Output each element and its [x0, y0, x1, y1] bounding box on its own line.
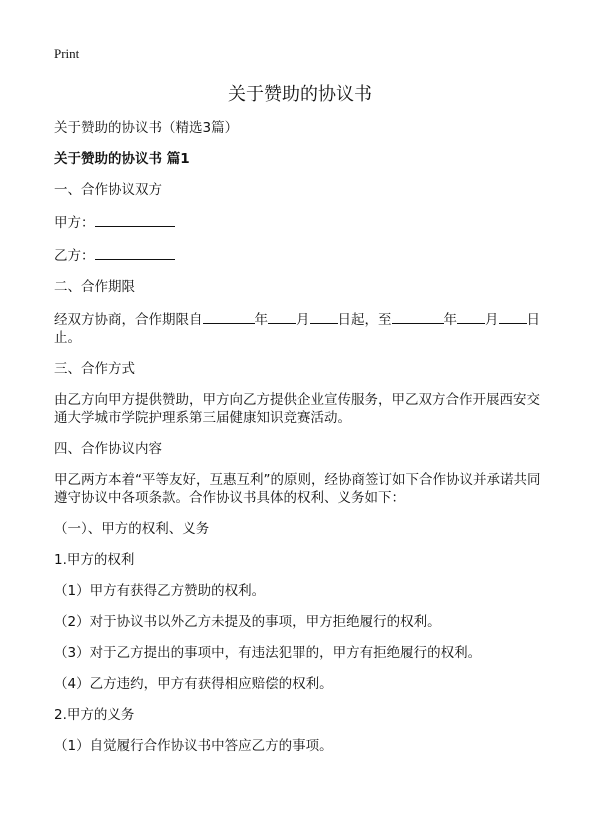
document-title: 关于赞助的协议书 — [228, 84, 372, 105]
blank — [310, 309, 338, 324]
term-part: 年 — [254, 312, 268, 328]
sub-heading-party-a: （一）、甲方的权利、义务 — [54, 521, 210, 537]
party-a-label: 甲方： — [54, 215, 95, 231]
blank — [268, 309, 296, 324]
term-part: 年 — [443, 312, 457, 328]
list-item: （2）对于协议书以外乙方未提及的事项，甲方拒绝履行的权利。 — [54, 614, 441, 630]
party-a-line — [54, 212, 548, 232]
term-part: 日止。 — [54, 312, 540, 346]
party-b-line — [54, 245, 548, 265]
duties-heading: 2.甲方的义务 — [54, 707, 135, 723]
document-body — [54, 119, 548, 768]
content-text: 甲乙两方本着“平等友好，互惠互利”的原则，经协商签订如下合作协议并承诺共同遵守协议中各项条款。合作协议书具体的权利、义务如下： — [54, 472, 541, 506]
term-part: 月 — [485, 312, 499, 328]
blank — [457, 309, 485, 324]
blank — [203, 309, 255, 324]
list-item: （3）对于乙方提出的事项中，有违法犯罪的，甲方有拒绝履行的权利。 — [54, 645, 482, 661]
section-heading: 关于赞助的协议书 篇1 — [54, 151, 190, 167]
method-text: 由乙方向甲方提供赞助，甲方向乙方提供企业宣传服务，甲乙双方合作开展西安交通大学城市学院护理系第三届健康知识竞赛活动。 — [54, 392, 540, 426]
list-item: （1）自觉履行合作协议书中答应乙方的事项。 — [54, 738, 333, 754]
party-b-label: 乙方： — [54, 248, 95, 264]
rights-heading: 1.甲方的权利 — [54, 552, 135, 568]
party-a-blank — [95, 212, 175, 227]
heading-parties: 一、合作协议双方 — [54, 182, 162, 198]
heading-method: 三、合作方式 — [54, 361, 135, 377]
term-part: 月 — [296, 312, 310, 328]
heading-content: 四、合作协议内容 — [54, 441, 162, 457]
term-part: 经双方协商，合作期限自 — [54, 312, 203, 328]
list-item: （4）乙方违约，甲方有获得相应赔偿的权利。 — [54, 676, 333, 692]
blank — [392, 309, 444, 324]
subtitle: 关于赞助的协议书（精选3篇） — [54, 120, 239, 136]
print-link[interactable]: Print — [54, 46, 80, 61]
party-b-blank — [95, 245, 175, 260]
list-item: （1）甲方有获得乙方赞助的权利。 — [54, 583, 266, 599]
term-part: 日起，至 — [337, 312, 392, 328]
term-text — [54, 309, 548, 347]
heading-term: 二、合作期限 — [54, 279, 135, 295]
blank — [499, 309, 527, 324]
